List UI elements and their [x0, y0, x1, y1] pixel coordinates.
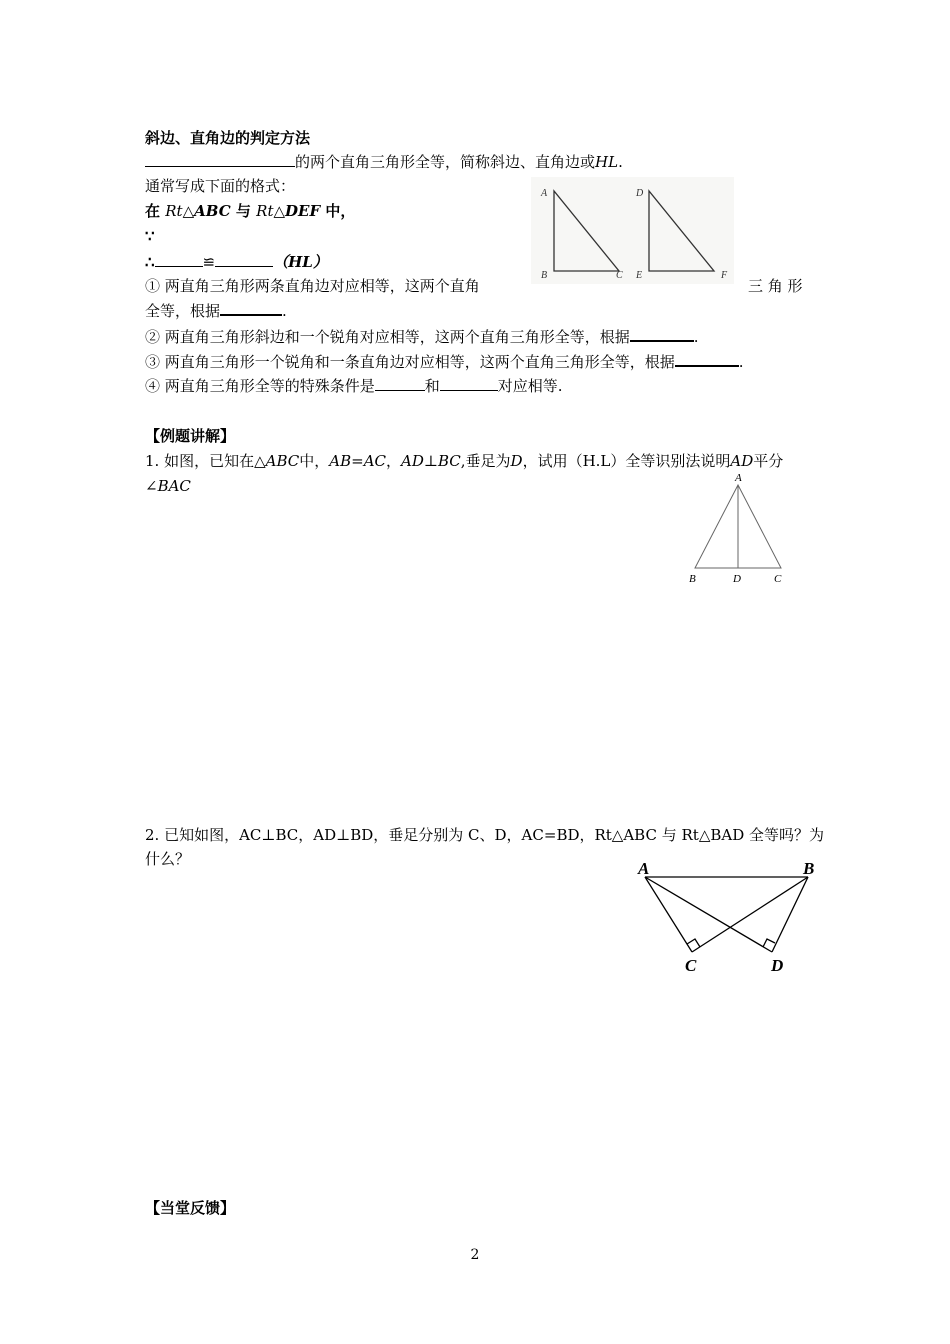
fig2-label-a: A: [735, 472, 742, 484]
question-3: ③ 两直角三角形一个锐角和一条直角边对应相等，这两个直角三角形全等，根据 .: [145, 349, 744, 374]
page-number: 2: [470, 1247, 480, 1263]
segment-ac: [645, 877, 692, 952]
fig3-label-d: D: [771, 956, 784, 975]
section-title: 斜边、直角边的判定方法: [145, 129, 311, 147]
fig3-label-a: A: [638, 859, 650, 878]
q2-blank[interactable]: [630, 324, 694, 342]
fig3-label-c: C: [685, 956, 697, 975]
triangle-abc: [554, 191, 619, 271]
example-1-line1: 1. 如图，已知在△ABC中，AB=AC，AD⊥BC,垂足为D，试用（H.L）全等识别法说明AD平分: [145, 452, 784, 470]
figure-2-isosceles-triangle: [685, 470, 795, 590]
example-2-line1: 2. 已知如图，AC⊥BC，AD⊥BD，垂足分别为 C、D，AC=BD，Rt△ABC 与 Rt△BAD 全等吗？为: [145, 826, 825, 844]
q4-blank-2[interactable]: [440, 374, 498, 391]
q3-blank[interactable]: [675, 349, 739, 367]
question-4: ④ 两直角三角形全等的特殊条件是 和 对应相等.: [145, 374, 563, 398]
right-angle-d: [763, 939, 775, 947]
examples-header: 【例题讲解】: [145, 427, 236, 445]
question-1: ① 两直角三角形两条直角边对应相等，这两个直角: [145, 277, 480, 295]
q1-blank[interactable]: [220, 298, 282, 316]
fig2-label-d: D: [733, 573, 741, 585]
figure-1-triangles: [531, 177, 734, 284]
right-angle-c: [687, 939, 700, 947]
definition-blank[interactable]: [145, 150, 295, 167]
label-e: E: [636, 270, 643, 281]
hl-definition-line: 的两个直角三角形全等，简称斜边、直角边或HL.: [145, 150, 623, 174]
label-b: B: [541, 270, 548, 281]
triangle-def: [649, 191, 714, 271]
fig2-label-b: B: [689, 573, 696, 585]
label-a: A: [541, 188, 548, 199]
fig3-label-b: B: [803, 859, 815, 878]
in-triangles-line: 在 Rt△ABC 与 Rt△DEF 中，: [145, 202, 356, 220]
feedback-header: 【当堂反馈】: [145, 1199, 236, 1217]
label-d: D: [636, 188, 644, 199]
label-f: F: [721, 270, 728, 281]
fig2-label-c: C: [774, 573, 782, 585]
q4-blank-1[interactable]: [375, 374, 425, 391]
format-intro: 通常写成下面的格式：: [145, 177, 296, 195]
congruent-blank-1[interactable]: [155, 250, 203, 267]
example-2-line2: 什么？: [145, 850, 191, 868]
question-1-continued: 三 角 形: [748, 277, 803, 295]
question-1-line2: 全等，根据 .: [145, 298, 287, 323]
congruent-blank-2[interactable]: [215, 250, 273, 267]
example-1-line2: ∠BAC: [145, 477, 191, 495]
because-symbol: ∵: [145, 227, 155, 245]
figure-3-crossed-triangles: [630, 852, 830, 982]
therefore-line: ∴ ≌ （HL）: [145, 250, 328, 274]
question-2: ② 两直角三角形斜边和一个锐角对应相等，这两个直角三角形全等，根据 .: [145, 324, 699, 349]
label-c: C: [616, 270, 623, 281]
